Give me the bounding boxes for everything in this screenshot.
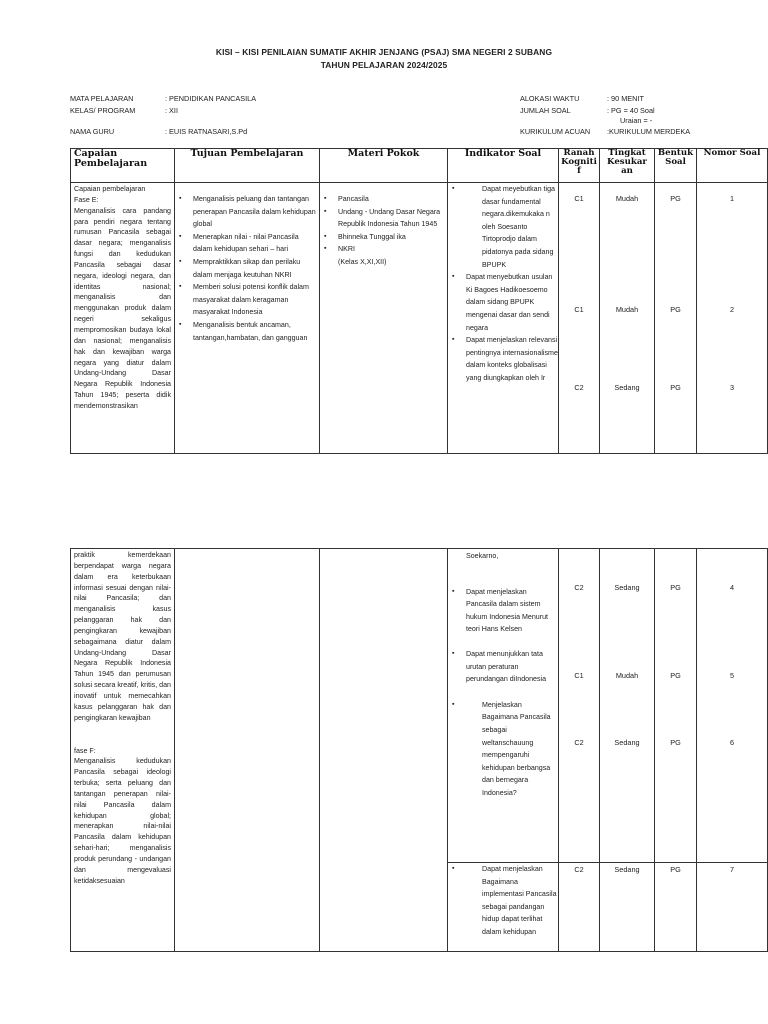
kurikulum-label: KURIKULUM ACUAN [520, 127, 591, 136]
tujuan-item: ▪ Menganalisis bentuk ancaman, tantangan,hambatan, dan gangguan [175, 319, 319, 344]
materi-item: ▪ Pancasila [320, 193, 447, 206]
uraian-value: Uraian = - [620, 116, 653, 125]
nomor-value: 7 [729, 865, 735, 874]
bentuk-value: PG [670, 738, 681, 747]
tingkat-cell [600, 183, 655, 454]
tingkat-value: Sedang [614, 865, 640, 874]
nomor-value: 1 [729, 194, 735, 203]
nomor-value: 5 [729, 671, 735, 680]
capaian-heading: Capaian pembelajaran [74, 185, 146, 193]
tingkat-value: Mudah [615, 305, 639, 314]
materi-cell [320, 183, 448, 454]
jumlah-value: : PG = 40 Soal [607, 106, 655, 115]
tingkat-value: Mudah [615, 671, 639, 680]
header-ranah: Ranah Kogniti f [559, 149, 600, 183]
tujuan-item: ▪ Menganalisis peluang dan tantangan penerapan Pancasila dalam kehidupan global [175, 193, 319, 231]
nomor-cell [697, 549, 768, 863]
ranah-value: C2 [574, 383, 584, 392]
nomor-cell [697, 183, 768, 454]
capaian-text: praktik kemerdekaan berpendapat warga negara dalam era keterbukaan informasi sesuai dengan nilai-nilai Pancasila; dan menganalisis kasus pelanggaran hak dan pengingkaran kewajiban sebagaimana diatur dalam Undang-Undang Dasar Negara Republik Indonesia Tahun 1945 dan perumusan solusi secara kreatif, kritis, dan inovatif untuk memecahkan kasus pelanggaran hak dan pengingkaran kewajiban [74, 551, 171, 722]
tingkat-value: Mudah [615, 194, 639, 203]
indikator-item: ▪ Menjelaskan Bagaimana Pancasila sebagai weltanschauung mempengaruhi kehidupan berbangsa dan bernegara Indonesia? [448, 699, 558, 800]
bentuk-cell [655, 183, 697, 454]
header-capaian: Capaian Pembelajaran [71, 149, 175, 183]
tujuan-cell [175, 549, 320, 952]
bentuk-value: PG [670, 305, 681, 314]
bentuk-value: PG [670, 194, 681, 203]
guru-label: NAMA GURU [70, 127, 115, 136]
bentuk-value: PG [670, 383, 681, 392]
indikator-item: ▪ Dapat meyebutkan tiga dasar fundamental negara.dikemukaka n oleh Soesanto Tirtoprodjo dalam pidatonya pada sidang BPUPK [448, 183, 558, 271]
indikator-item: ▪ Dapat menunjukkan tata urutan peraturan perundangan diIndonesia [448, 648, 558, 686]
indikator-cell [448, 549, 559, 863]
indikator-item: ▪ Dapat menjelaskan relevansi pentingnya internasionalisme dalam konteks globalisasi yang diungkapkan oleh Ir [448, 334, 558, 384]
indikator-cell [448, 183, 559, 454]
document-title: KISI – KISI PENILAIAN SUMATIF AKHIR JENJANG (PSAJ) SMA NEGERI 2 SUBANG [215, 47, 553, 57]
indikator-item: ▪ Dapat menyebutkan usulan Ki Bagoes Hadikoesoemo dalam sidang BPUPK mengenai dasar dan sendi negara [448, 271, 558, 334]
ranah-value: C2 [574, 583, 584, 592]
kisi-table-page-2 [70, 548, 768, 952]
ranah-value: C1 [574, 671, 584, 680]
bentuk-value: PG [670, 671, 681, 680]
ranah-value: C1 [574, 305, 584, 314]
capaian-text: Menganalisis kedudukan Pancasila sebagai ideologi terbuka; serta peluang dan tantangan penerapan nilai-nilai Pancasila dalam kehidupan global; menerapkan nilai-nilai Pancasila dalam kehidupan sehari-hari; menganalisis produk perundang - undangan dan mengevaluasi ketidaksesuaian [74, 757, 171, 885]
materi-item: ▪ NKRI [320, 243, 447, 256]
nomor-cell [697, 863, 768, 952]
ranah-value: C1 [574, 194, 584, 203]
tingkat-cell [600, 549, 655, 863]
jumlah-label: JUMLAH SOAL [520, 106, 571, 115]
document-subtitle: TAHUN PELAJARAN 2024/2025 [320, 60, 448, 70]
nomor-value: 4 [729, 583, 735, 592]
kelas-label: KELAS/ PROGRAM [70, 106, 136, 115]
bentuk-cell [655, 549, 697, 863]
kelas-value: : XII [165, 106, 178, 115]
nomor-value: 2 [729, 305, 735, 314]
tingkat-value: Sedang [614, 583, 640, 592]
mapel-value: : PENDIDIKAN PANCASILA [165, 94, 257, 103]
tujuan-item: ▪ Memberi solusi potensi konflik dalam masyarakat dalam keragaman masyarakat Indonesia [175, 281, 319, 319]
tingkat-value: Sedang [614, 738, 640, 747]
kurikulum-value: :KURIKULUM MERDEKA [607, 127, 691, 136]
tingkat-cell [600, 863, 655, 952]
capaian-text: Menganalisis cara pandang para pendiri negara tentang rumusan Pancasila sebagai dasar negara; menganalisis fungsi dan kedudukan Pancasila sebagai dasar negara, ideologi negara, dan identitas nasional; menganalisis dan menggunakan produk dalam negeri sekaligus mempromosikan budaya lokal dan nasional; menganalisis hak dan kewajiban warga negara yang diatur dalam Undang-Undang Dasar Negara Republik Indonesia Tahun 1945; peserta didik mendemonstrasikan [74, 206, 171, 410]
materi-note: (Kelas X,XI,XII) [338, 257, 387, 266]
materi-item: ▪ Bhinneka Tunggal ika [320, 231, 447, 244]
header-nomor: Nomor Soal [697, 149, 768, 183]
bentuk-value: PG [670, 583, 681, 592]
bentuk-cell [655, 863, 697, 952]
header-materi: Materi Pokok [320, 149, 448, 183]
indikator-item: ▪ Dapat menjelaskan Pancasila dalam sistem hukum Indonesia Menurut teori Hans Kelsen [448, 586, 558, 636]
header-bentuk: Bentuk Soal [655, 149, 697, 183]
ranah-cell [559, 183, 600, 454]
tujuan-item: ▪ Mempraktikkan sikap dan perilaku dalam menjaga keutuhan NKRI [175, 256, 319, 281]
indikator-item: ▪ Dapat menjelaskan Bagaimana implementasi Pancasila sebagai pandangan hidup dapat terlihat dalam kehidupan [448, 863, 558, 939]
capaian-cell [71, 549, 175, 952]
tujuan-item: ▪ Menerapkan nilai - nilai Pancasila dalam kehidupan sehari – hari [175, 231, 319, 256]
capaian-fase-e: Fase E: [74, 195, 99, 204]
ranah-value: C2 [574, 738, 584, 747]
kisi-table-page-1 [70, 148, 768, 454]
ranah-value: C2 [574, 865, 584, 874]
nomor-value: 3 [729, 383, 735, 392]
alokasi-value: : 90 MENIT [607, 94, 644, 103]
header-tingkat: Tingkat Kesukar an [600, 149, 655, 183]
indikator-continued: Soekarno, [466, 552, 499, 560]
tingkat-value: Sedang [614, 383, 640, 392]
nomor-value: 6 [729, 738, 735, 747]
indikator-cell [448, 863, 559, 952]
mapel-label: MATA PELAJARAN [70, 94, 134, 103]
ranah-cell [559, 863, 600, 952]
capaian-fase-f: fase F: [74, 746, 96, 755]
capaian-cell [71, 183, 175, 454]
header-indikator: Indikator Soal [448, 149, 559, 183]
header-tujuan: Tujuan Pembelajaran [175, 149, 320, 183]
alokasi-label: ALOKASI WAKTU [520, 94, 580, 103]
materi-item: ▪ Undang - Undang Dasar Negara Republik Indonesia Tahun 1945 [320, 206, 447, 231]
bentuk-value: PG [670, 865, 681, 874]
materi-cell [320, 549, 448, 952]
ranah-cell [559, 549, 600, 863]
guru-value: : EUIS RATNASARI,S.Pd [165, 127, 248, 136]
tujuan-cell [175, 183, 320, 454]
